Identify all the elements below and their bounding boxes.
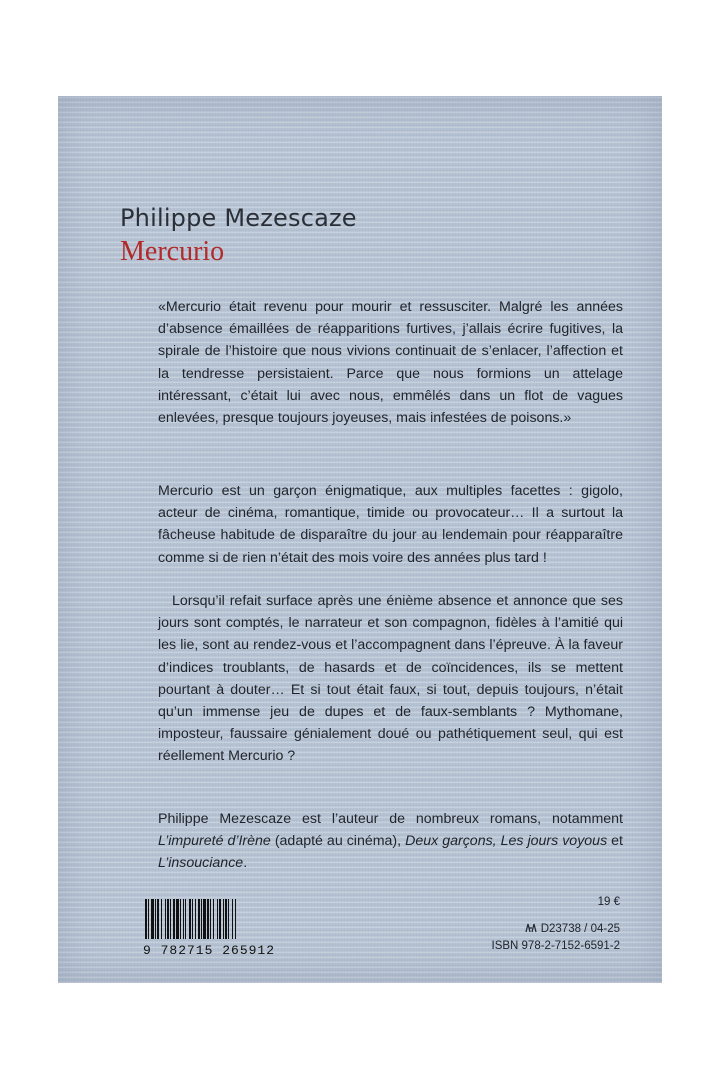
bio-mid-1: (adapté au cinéma), <box>270 833 406 850</box>
barcode <box>143 899 281 961</box>
author-bio <box>158 808 623 875</box>
bio-book-2: Deux garçons, Les jours voyous <box>405 833 608 850</box>
barcode-number: 9 782715 265912 <box>143 943 276 958</box>
book-title: Mercurio <box>120 236 225 267</box>
bio-intro: Philippe Mezescaze est l’auteur de nombreux romans, notamment <box>158 811 623 827</box>
bio-book-1: L’impureté d’Irène <box>158 833 271 850</box>
synopsis-paragraph-1: Mercurio est un garçon énigmatique, aux multiples facettes : gigolo, acteur de cinéma, romantique, timide ou provocateur… Il a surtout la fâcheuse habitude de disparaître du jour au lendemain pour réapparaître comme si de rien n’était des mois voire des années plus tard ! <box>158 483 623 566</box>
author-name: Philippe Mezescaze <box>120 204 357 232</box>
reference-line <box>525 922 620 936</box>
price: 19 € <box>597 896 620 908</box>
publisher-logo-icon <box>525 922 537 936</box>
barcode-bars <box>143 899 281 943</box>
isbn: ISBN 978-2-7152-6591-2 <box>491 940 620 952</box>
bio-book-3: L’insouciance <box>158 855 244 872</box>
bio-mid-2: et <box>607 833 623 850</box>
back-cover <box>58 96 662 983</box>
reference-code: D23738 / 04-25 <box>540 923 620 935</box>
synopsis-paragraph-2: Lorsqu’il refait surface après une énième absence et annonce que ses jours sont comptés, le narrateur et son compagnon, fidèles à l’amitié qui les lie, sont au rendez-vous et l’accompagnent dans l’épreuve. À la faveur d’indices troublants, de hasards et de coïncidences, ils se mettent pourtant à douter… Et si tout était faux, si tout, depuis toujours, n’était qu’un immense jeu de dupes et de faux-semblants ? Mythomane, imposteur, faussaire génialement doué ou pathétiquement seul, qui est réellement Mercurio ? <box>158 593 623 765</box>
bio-end: . <box>243 855 248 872</box>
quote-paragraph: «Mercurio était revenu pour mourir et ressusciter. Malgré les années d’absence émaillées de réapparitions furtives, j’allais écrire fugitives, la spirale de l’histoire que nous vivions continuait de s’enlacer, l’affection et la tendresse persistaient. Parce que nous formions un attelage intéressant, c’était lui avec nous, emmêlés dans un flot de vagues enlevées, presque toujours joyeuses, mais infestées de poisons.» <box>158 299 623 427</box>
